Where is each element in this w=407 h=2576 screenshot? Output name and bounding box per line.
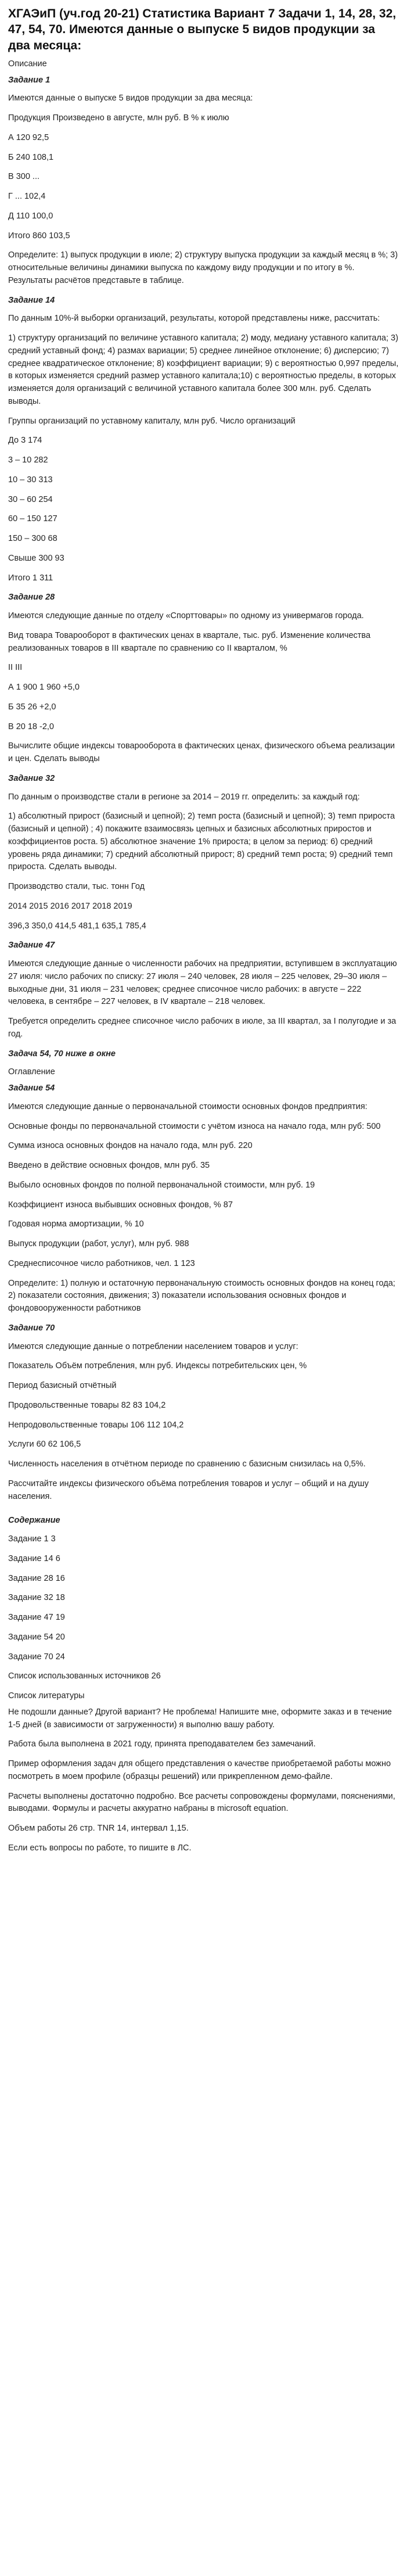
task-28-line: II III xyxy=(8,663,23,673)
task-47-heading: Задание 47 xyxy=(8,941,55,950)
task-1-line: Определите: 1) выпуск продукции в июле; 2) структуру выпуска продукции за каждый месяц в %; 3) относительные величины динамики выпуска по каждому виду продукции и по итогу в %. Результаты расчётов представьте в таблице. xyxy=(8,250,398,285)
task-14-heading: Задание 14 xyxy=(8,295,55,305)
task-32-section xyxy=(8,773,399,933)
toc-item: Задание 70 24 xyxy=(8,1652,65,1662)
task-1-line: Д 110 100,0 xyxy=(8,211,53,221)
task-47-line: Требуется определить среднее списочное число рабочих в июле, за III квартал, за I полугодие и за год. xyxy=(8,1017,397,1039)
task-32-heading: Задание 32 xyxy=(8,773,55,783)
task-54-line: Определите: 1) полную и остаточную первоначальную стоимость основных фондов на конец года; 2) показатели состояния, движения; 3) показатели использования основных фондов и фондовооруженности работников xyxy=(8,1278,395,1314)
task-54-line: Выбыло основных фондов по полной первоначальной стоимости, млн руб. 19 xyxy=(8,1180,315,1190)
task-14-line: 1) структуру организаций по величине уставного капитала; 2) моду, медиану уставного капитала; 3) средний уставный фонд; 4) размах вариации; 5) среднее линейное отклонение; 6) дисперсию; 7) среднее квадратическое отклонение; 8) коэффициент вариации; 9) с вероятностью 0,997 пределы, в которых изменяется средний размер уставного капитала;10) с вероятностью пределы, в которых изменяется доля организаций с величиной уставного капитала более 300 млн. руб. Сделать выводы. xyxy=(8,333,399,406)
task-28-section xyxy=(8,591,399,766)
task-28-line: Вычислите общие индексы товарооборота в фактических ценах, физического объема реализации и цен. Сделать выводы xyxy=(8,741,395,764)
task-32-line: Производство стали, тыс. тонн Год xyxy=(8,882,145,892)
references-label: Список литературы xyxy=(8,1691,85,1701)
task-54-line: Имеются следующие данные о первоначальной стоимости основных фондов предприятия: xyxy=(8,1102,368,1111)
task-1-line: Продукция Произведено в августе, млн руб. В % к июлю xyxy=(8,113,229,123)
task-28-line: Имеются следующие данные по отделу «Спорттовары» по одному из универмагов города. xyxy=(8,611,364,621)
task-14-line: Группы организаций по уставному капиталу, млн руб. Число организаций xyxy=(8,416,296,426)
contents-label: Оглавление xyxy=(8,1067,55,1077)
toc-item: Задание 54 20 xyxy=(8,1632,65,1642)
task-28-line: В 20 18 -2,0 xyxy=(8,722,54,731)
task-14-line: 10 – 30 313 xyxy=(8,475,53,485)
task-70-heading: Задание 70 xyxy=(8,1323,55,1333)
toc-item: Задание 28 16 xyxy=(8,1573,65,1583)
task-14-line: 60 – 150 127 xyxy=(8,514,57,524)
task-32-line: 2014 2015 2016 2017 2018 2019 xyxy=(8,901,132,911)
task-70-line: Рассчитайте индексы физического объёма потребления товаров и услуг – общий и на душу населения. xyxy=(8,1479,369,1501)
task-54-line: Основные фонды по первоначальной стоимости с учётом износа на начало года, млн руб: 500 xyxy=(8,1121,381,1131)
task-14-line: 30 – 60 254 xyxy=(8,494,53,504)
task-54-line: Введено в действие основных фондов, млн руб. 35 xyxy=(8,1161,210,1171)
task-14-line: Итого 1 311 xyxy=(8,573,53,583)
task-54-line: Коэффициент износа выбывших основных фондов, % 87 xyxy=(8,1200,233,1210)
task-1-line: Итого 860 103,5 xyxy=(8,231,70,241)
task-14-line: По данным 10%-й выборки организаций, результаты, которой представлены ниже, рассчитать: xyxy=(8,314,380,324)
toc-item: Задание 1 3 xyxy=(8,1534,56,1544)
toc-item: Задание 14 6 xyxy=(8,1554,60,1563)
toc-section xyxy=(8,1515,399,1683)
toc-item: Список использованных источников 26 xyxy=(8,1671,161,1681)
task-70-line: Показатель Объём потребления, млн руб. Индексы потребительских цен, % xyxy=(8,1361,307,1371)
task-1-line: Имеются данные о выпуске 5 видов продукции за два месяца: xyxy=(8,94,253,103)
task-28-line: Вид товара Товарооборот в фактических ценах в квартале, тыс. руб. Изменение количества реализованных товаров в III квартале по сравнению со II кварталом, % xyxy=(8,630,371,653)
task-54-line: Годовая норма амортизации, % 10 xyxy=(8,1219,144,1229)
task-47-line: Имеются следующие данные о численности рабочих на предприятии, вступившем в эксплуатацию 27 июля: число рабочих по списку: 27 июля – 240 человек, 28 июля – 225 человек, 29–30 июля – выходные дни, 31 июля – 231 человек; среднее списочное число рабочих: в августе – 222 человека, в сентябре – 227 человек, в IV квартале – 218 человек. xyxy=(8,959,397,1007)
task-28-line: Б 35 26 +2,0 xyxy=(8,702,56,712)
task-54-line: Сумма износа основных фондов на начало года, млн руб. 220 xyxy=(8,1141,253,1151)
task-14-section xyxy=(8,295,399,585)
task-32-line: По данным о производстве стали в регионе за 2014 – 2019 гг. определить: за каждый год: xyxy=(8,792,360,802)
task-14-line: Свыше 300 93 xyxy=(8,553,64,563)
task-32-line: 396,3 350,0 414,5 481,1 635,1 785,4 xyxy=(8,921,146,931)
task-1-heading: Задание 1 xyxy=(8,75,51,85)
task-47-section xyxy=(8,939,399,1041)
description-label: Описание xyxy=(8,59,47,69)
task-14-line: 150 – 300 68 xyxy=(8,534,57,544)
footer-line: Если есть вопросы по работе, то пишите в ЛС. xyxy=(8,1843,192,1853)
page-title: ХГАЭиП (уч.год 20-21) Статистика Вариант 7 Задачи 1, 14, 28, 32, 47, 54, 70. Имеются данные о выпуске 5 видов продукции за два месяца: xyxy=(8,7,397,52)
task-14-line: 3 – 10 282 xyxy=(8,455,48,465)
task-70-line: Имеются следующие данные о потреблении населением товаров и услуг: xyxy=(8,1341,298,1351)
task-1-section xyxy=(8,74,399,288)
task-1-line: Г ... 102,4 xyxy=(8,192,46,202)
footer-line: Расчеты выполнены достаточно подробно. Все расчеты сопровождены формулами, пояснениями, выводами. Формулы и расчеты аккуратно набраны в microsoft equation. xyxy=(8,1791,395,1814)
task-14-line: До 3 174 xyxy=(8,436,42,446)
spacer xyxy=(8,1510,399,1515)
toc-list xyxy=(8,1533,399,1683)
footer-line: Не подошли данные? Другой вариант? Не проблема! Напишите мне, оформите заказ и в течение 1-5 дней (в зависимости от загруженности) я выполню вашу работу. xyxy=(8,1707,392,1730)
task-54-line: Среднесписочное число работников, чел. 1 123 xyxy=(8,1258,195,1268)
toc-item: Задание 32 18 xyxy=(8,1593,65,1603)
task-70-line: Продовольственные товары 82 83 104,2 xyxy=(8,1400,166,1410)
task-54-heading: Задание 54 xyxy=(8,1084,55,1093)
task-70-section xyxy=(8,1322,399,1504)
toc-heading: Содержание xyxy=(8,1516,60,1526)
task-1-line: А 120 92,5 xyxy=(8,132,49,142)
task-28-line: А 1 900 1 960 +5,0 xyxy=(8,683,80,693)
task-70-line: Численность населения в отчётном периоде по сравнению с базисным снизилась на 0,5%. xyxy=(8,1459,366,1469)
footer-section xyxy=(8,1690,399,1855)
task-1-line: В 300 ... xyxy=(8,172,40,182)
task-70-line: Период базисный отчётный xyxy=(8,1381,117,1391)
task-70-line: Услуги 60 62 106,5 xyxy=(8,1440,81,1450)
footer-line: Работа была выполнена в 2021 году, принята преподавателем без замечаний. xyxy=(8,1739,316,1749)
footer-line: Пример оформления задач для общего представления о качестве приобретаемой работы можно посмотреть в моем профиле (образцы решений) или прикрепленном демо-файле. xyxy=(8,1759,391,1781)
task-54-section xyxy=(8,1082,399,1315)
footer-line: Объем работы 26 стр. TNR 14, интервал 1,15. xyxy=(8,1824,189,1834)
task-28-heading: Задание 28 xyxy=(8,593,55,602)
task-1-line: Б 240 108,1 xyxy=(8,152,54,162)
task-54-70-note: Задача 54, 70 ниже в окне xyxy=(8,1049,116,1059)
task-32-line: 1) абсолютный прирост (базисный и цепной); 2) темп роста (базисный и цепной); 3) темп прироста (базисный и цепной) ; 4) покажите взаимосвязь цепных и базисных абсолютных приростов и коэффициентов роста. 5) абсолютное значение 1% прироста; в целом за период: 6) средний уровень ряда динамики; 7) средний абсолютный прирост; 8) средний темп роста; 9) средний темп прироста. Сделать выводы. xyxy=(8,812,395,872)
toc-item: Задание 47 19 xyxy=(8,1613,65,1623)
task-70-line: Непродовольственные товары 106 112 104,2 xyxy=(8,1420,184,1430)
task-54-line: Выпуск продукции (работ, услуг), млн руб. 988 xyxy=(8,1239,189,1249)
